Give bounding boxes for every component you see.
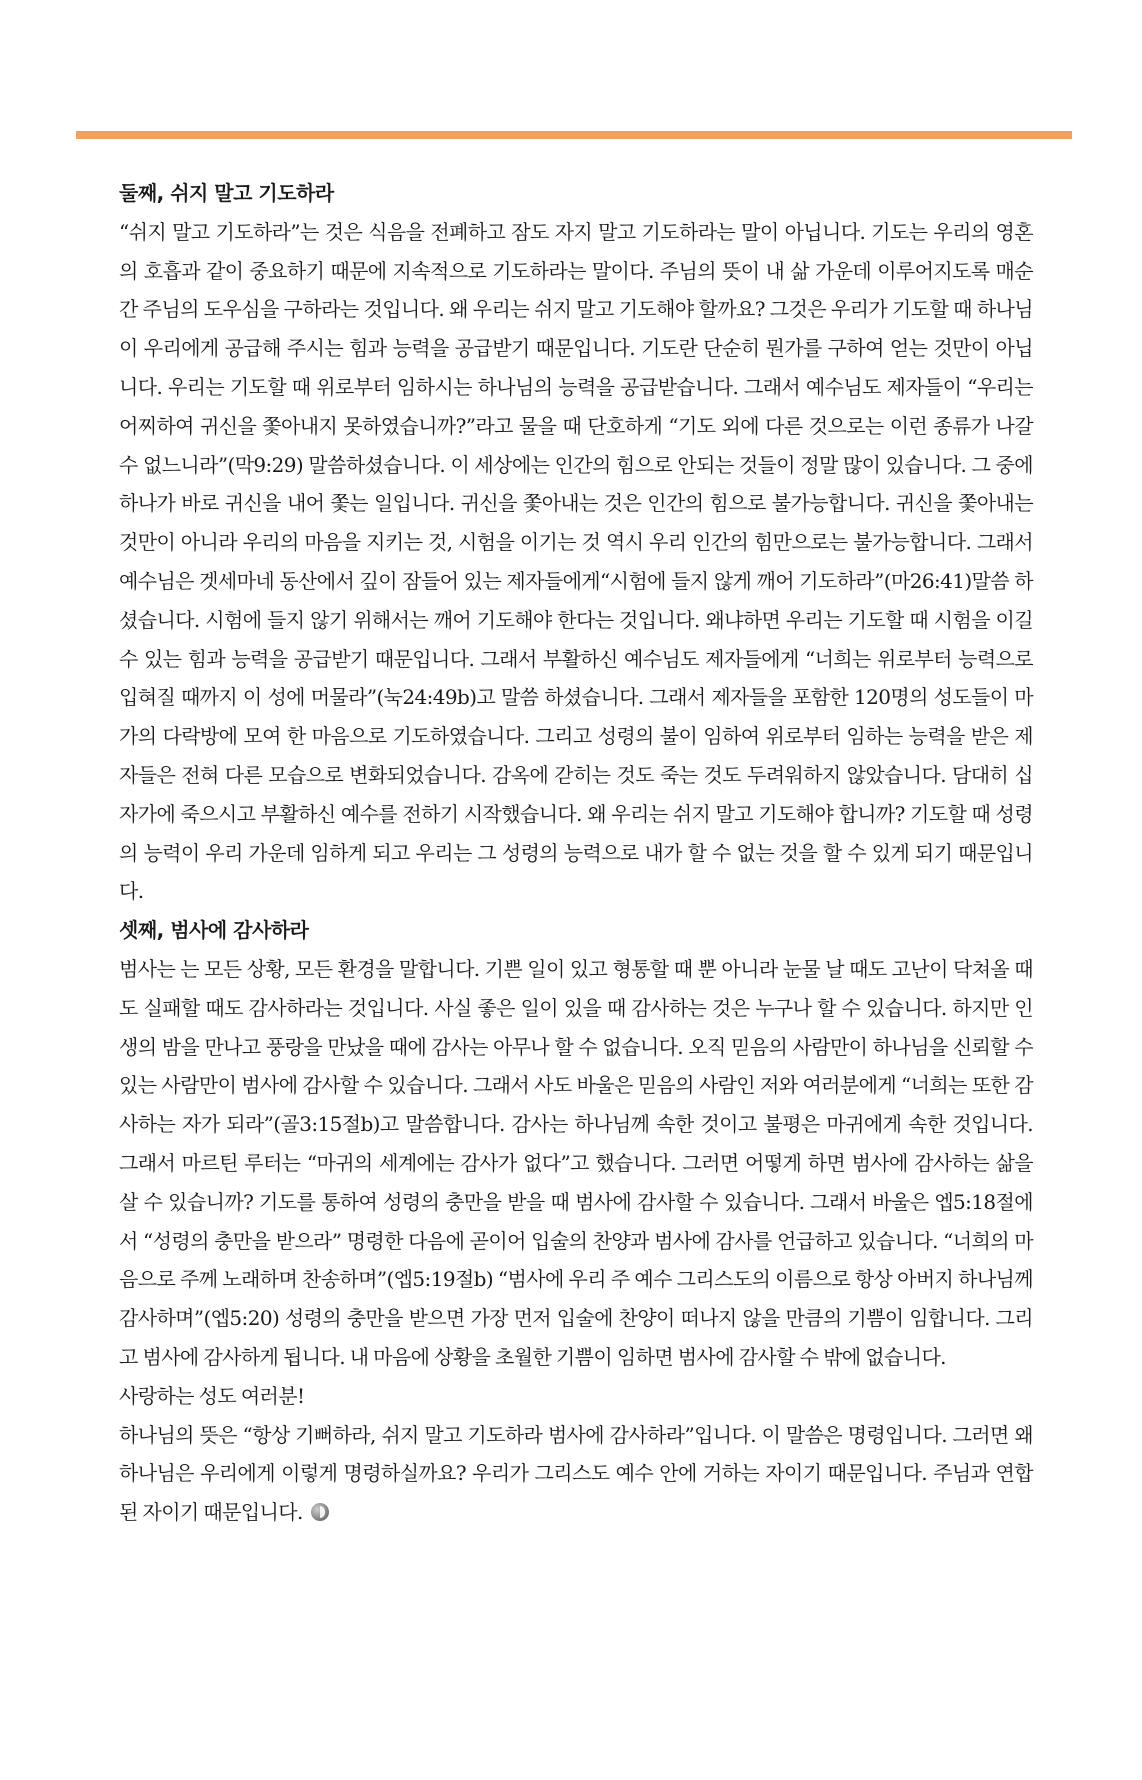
- paragraph-thanks: 범사는 는 모든 상황, 모든 환경을 말합니다. 기쁜 일이 있고 형통할 때 뿐 아니라 눈물 날 때도 고난이 닥쳐올 때도 실패할 때도 감사하라는 것입니다. 사실 좋은 일이 있을 때 감사하는 것은 누구나 할 수 있습니다. 하지만 인생의 밤을 만나고 풍랑을 만났을 때에 감사는 아무나 할 수 없습니다. 오직 믿음의 사람만이 하나님을 신뢰할 수 있는 사람만이 범사에 감사할 수 있습니다. 그래서 사도 바울은 믿음의 사람인 저와 여러분에게 “너희는 또한 감사하는 자가 되라”(골3:15절b)고 말씀합니다. 감사는 하나님께 속한 것이고 불평은 마귀에게 속한 것입니다. 그래서 마르틴 루터는 “마귀의 세계에는 감사가 없다”고 했습니다. 그러면 어떻게 하면 범사에 감사하는 삶을 살 수 있습니까? 기도를 통하여 성령의 충만을 받을 때 범사에 감사할 수 있습니다. 그래서 바울은 엡5:18절에서 “성령의 충만을 받으라” 명령한 다음에 곧이어 입술의 찬양과 범사에 감사를 언급하고 있습니다. “너희의 마음으로 주께 노래하며 찬송하며”(엡5:19절b) “범사에 우리 주 예수 그리스도의 이름으로 항상 아버지 하나님께 감사하며”(엡5:20) 성령의 충만을 받으면 가장 먼저 입술에 찬양이 떠나지 않을 만큼의 기쁨이 임합니다. 그리고 범사에 감사하게 됩니다. 내 마음에 상황을 초월한 기쁨이 임하면 범사에 감사할 수 밖에 없습니다.: [119, 956, 1033, 1369]
- section-heading-pray: 둘째, 쉬지 말고 기도하라: [119, 181, 334, 205]
- top-orange-rule: [76, 131, 1072, 139]
- closing-text: 하나님의 뜻은 “항상 기뻐하라, 쉬지 말고 기도하라 범사에 감사하라”입니다. 이 말씀은 명령입니다. 그러면 왜 하나님은 우리에게 이렇게 명령하실까요? 우리가 그리스도 예수 안에 거하는 자이기 때문입니다. 주님과 연합된 자이기 때문입니다.: [119, 1422, 1033, 1525]
- greeting-line: 사랑하는 성도 여러분!: [119, 1383, 305, 1408]
- section-heading-thanks: 셋째, 범사에 감사하라: [119, 918, 309, 943]
- paragraph-pray: “쉬지 말고 기도하라”는 것은 식음을 전폐하고 잠도 자지 말고 기도하라는 말이 아닙니다. 기도는 우리의 영혼의 호흡과 같이 중요하기 때문에 지속적으로 기도하라는 말이다. 주님의 뜻이 내 삶 가운데 이루어지도록 매순간 주님의 도우심을 구하라는 것입니다. 왜 우리는 쉬지 말고 기도해야 할까요? 그것은 우리가 기도할 때 하나님이 우리에게 공급해 주시는 힘과 능력을 공급받기 때문입니다. 기도란 단순히 뭔가를 구하여 얻는 것만이 아닙니다. 우리는 기도할 때 위로부터 임하시는 하나님의 능력을 공급받습니다. 그래서 예수님도 제자들이 “우리는 어찌하여 귀신을 쫓아내지 못하였습니까?”라고 물을 때 단호하게 “기도 외에 다른 것으로는 이런 종류가 나갈 수 없느니라”(막9:29) 말씀하셨습니다. 이 세상에는 인간의 힘으로 안되는 것들이 정말 많이 있습니다. 그 중에 하나가 바로 귀신을 내어 쫓는 일입니다. 귀신을 쫓아내는 것은 인간의 힘으로 불가능합니다. 귀신을 쫓아내는 것만이 아니라 우리의 마음을 지키는 것, 시험을 이기는 것 역시 우리 인간의 힘만으로는 불가능합니다. 그래서 예수님은 겟세마네 동산에서 깊이 잠들어 있는 제자들에게“시험에 들지 않게 깨어 기도하라”(마26:41)말씀 하셨습니다. 시험에 들지 않기 위해서는 깨어 기도해야 한다는 것입니다. 왜냐하면 우리는 기도할 때 시험을 이길 수 있는 힘과 능력을 공급받기 때문입니다. 그래서 부활하신 예수님도 제자들에게 “너희는 위로부터 능력으로 입혀질 때까지 이 성에 머물라”(눅24:49b)고 말씀 하셨습니다. 그래서 제자들을 포함한 120명의 성도들이 마가의 다락방에 모여 한 마음으로 기도하였습니다. 그리고 성령의 불이 임하여 위로부터 임하는 능력을 받은 제자들은 전혀 다른 모습으로 변화되었습니다. 감옥에 갇히는 것도 죽는 것도 두려워하지 않았습니다. 담대히 십자가에 죽으시고 부활하신 예수를 전하기 시작했습니다. 왜 우리는 쉬지 말고 기도해야 합니까? 기도할 때 성령의 능력이 우리 가운데 임하게 되고 우리는 그 성령의 능력으로 내가 할 수 없는 것을 할 수 있게 되기 때문입니다.: [119, 219, 1033, 904]
- end-of-article-icon: [311, 1503, 329, 1521]
- article-body: [119, 174, 1033, 1532]
- closing-paragraph: [119, 1416, 1033, 1532]
